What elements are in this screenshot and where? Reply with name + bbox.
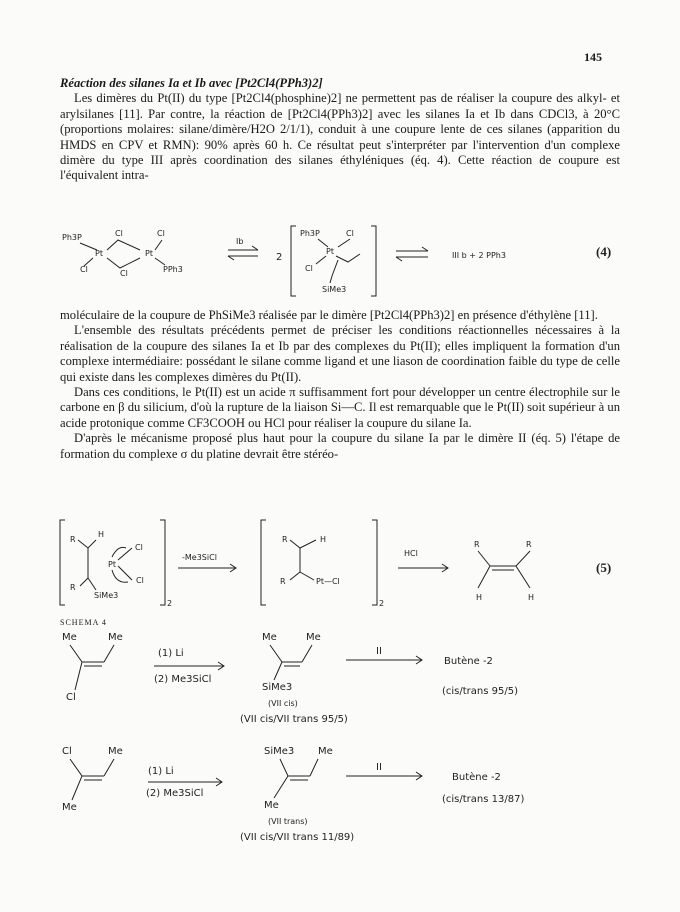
s4-r1-p-me-2: Me — [306, 632, 321, 643]
s4-bond — [310, 759, 318, 776]
eq5-product-h-1: H — [476, 593, 483, 602]
s4-r2-product: Butène -2 — [452, 772, 501, 783]
schema-label: SCHEMA 4 — [60, 618, 107, 627]
s4-bond — [270, 645, 282, 680]
eq5-reagent-2: HCl — [404, 549, 418, 558]
s4-bond — [302, 645, 312, 662]
s4-r1-roman: II — [376, 646, 382, 657]
s4-r2-roman: II — [376, 762, 382, 773]
eq5-product-r-2: R — [526, 540, 532, 549]
eq4-complex-cl-top: Cl — [346, 229, 354, 238]
eq5-cl-2: Cl — [136, 576, 144, 585]
s4-r2-me-1: Me — [108, 746, 123, 757]
s4-r2-p-me-1: Me — [318, 746, 333, 757]
s4-r2-me-2: Me — [62, 802, 77, 813]
eq5-r-1: R — [70, 535, 76, 544]
paragraph-5: D'après le mécanisme proposé plus haut pour la coupure du silane Ia par le dimère II (éq. 5) l'étape de formation du complexe σ du platine devrait être stéréo- — [60, 431, 620, 461]
eq5-h-2: H — [320, 535, 327, 544]
eq4-ph3p: Ph3P — [62, 233, 82, 242]
eq4-cl-top-2: Cl — [157, 229, 165, 238]
eq5-ptcl: Pt—Cl — [316, 577, 340, 586]
eq5-r-2: R — [70, 583, 76, 592]
eq4-pt-right: Pt — [145, 249, 153, 258]
s4-bond — [274, 759, 288, 798]
s4-r1-product-ratio: (cis/trans 95/5) — [442, 686, 519, 697]
eq4-coefficient: 2 — [276, 252, 283, 263]
eq5-h-1: H — [98, 530, 105, 539]
eq4-cl-top-1: Cl — [115, 229, 123, 238]
s4-r2-ratio: (VII cis/VII trans 11/89) — [240, 832, 355, 843]
eq5-subscript-1: 2 — [167, 599, 173, 608]
s4-r1-me-2: Me — [108, 632, 123, 643]
eq4-cl-bottom-2: Cl — [120, 269, 128, 278]
eq5-pt-1: Pt — [108, 560, 116, 569]
eq4-pt-left: Pt — [95, 249, 103, 258]
s4-bond — [104, 759, 114, 776]
eq5-sime3-1: SiMe3 — [94, 591, 119, 600]
eq4-complex-cl-left: Cl — [305, 264, 313, 273]
eq4-complex-ph3p: Ph3P — [300, 229, 320, 238]
s4-bond — [104, 645, 114, 662]
paragraph-4: Dans ces conditions, le Pt(II) est un acide π suffisamment fort pour développer un centre électrophile sur le carbone en β du silicium, d'où la rupture de la liaison Si—C. Il est remarquable que le Pt(II) soit supérieur à un acide protonique comme CF3COOH ou HCl pour réaliser la coupure du silane Ia. — [60, 385, 620, 430]
s4-r1-name: (VII cis) — [268, 699, 298, 708]
eq5-subscript-2: 2 — [379, 599, 385, 608]
s4-r2-name: (VII trans) — [268, 817, 308, 826]
s4-r2-step-1: (1) Li — [148, 766, 174, 777]
page-number: 145 — [584, 50, 602, 64]
eq4-cl-bottom-1: Cl — [80, 265, 88, 274]
section-title: Réaction des silanes Ia et Ib avec [Pt2Cl4(PPh3)2] — [60, 76, 323, 90]
eq5-r-3: R — [282, 535, 288, 544]
s4-bond — [70, 759, 82, 800]
eq4-pph3: PPh3 — [163, 265, 183, 274]
paragraph-1: Les dimères du Pt(II) du type [Pt2Cl4(phosphine)2] ne permettent pas de réaliser la coupure des alkyl- et arylsilanes [11]. Par contre, la réaction de [Pt2Cl4(PPh3)2] avec les silanes Ia et Ib dans CDCl3, à 20°C (proportions molaires: silane/dimère/H2O 2/1/1), conduit à une coupure lente de ces silanes (apparition du HMDS en CPV et RMN): 90% après 60 h. Ce résultat peut s'interpréter par l'intervention d'un complexe dimère du type III après coordination des silanes éthyléniques (éq. 4). Cette réaction de coupure est l'équivalent intra- — [60, 91, 620, 183]
s4-r1-step-2: (2) Me3SiCl — [154, 674, 212, 685]
s4-r1-p-me-1: Me — [262, 632, 277, 643]
paragraph-2: moléculaire de la coupure de PhSiMe3 réalisée par le dimère [Pt2Cl4(PPh3)2] en présence d'éthylène [11]. — [60, 308, 598, 322]
s4-bond — [70, 645, 82, 690]
eq5-r-4: R — [280, 577, 286, 586]
s4-r1-product: Butène -2 — [444, 656, 493, 667]
s4-r1-ratio: (VII cis/VII trans 95/5) — [240, 714, 348, 725]
eq4-complex-sime3: SiMe3 — [322, 285, 347, 294]
eq5-product-h-2: H — [528, 593, 535, 602]
eq5-product-r-1: R — [474, 540, 480, 549]
s4-r1-sime3: SiMe3 — [262, 682, 293, 693]
eq4-products: III b + 2 PPh3 — [452, 251, 506, 260]
eq4-complex-pt: Pt — [326, 247, 334, 256]
s4-r2-step-2: (2) Me3SiCl — [146, 788, 204, 799]
s4-r1-step-1: (1) Li — [158, 648, 184, 659]
s4-r2-sime3: SiMe3 — [264, 746, 295, 757]
s4-r1-cl: Cl — [66, 692, 76, 703]
eq5-reagent-1: -Me3SiCl — [182, 553, 217, 562]
paragraph-3: L'ensemble des résultats précédents permet de préciser les conditions réactionnelles nécessaires à la réalisation de la coupure des silanes Ia et Ib par des complexes du Pt(II); elles impliquent la formation d'un complexe intermédiaire: possédant le silane comme ligand et une liason de coordination faible du type de celle qui existe dans les complexes dimères du Pt(II). — [60, 323, 620, 384]
s4-r1-me-1: Me — [62, 632, 77, 643]
eq5-cl-1: Cl — [135, 543, 143, 552]
eq4-number: (4) — [596, 244, 612, 259]
s4-r2-product-ratio: (cis/trans 13/87) — [442, 794, 525, 805]
s4-r2-cl: Cl — [62, 746, 72, 757]
eq4-reagent: Ib — [236, 237, 244, 246]
s4-r2-p-me-2: Me — [264, 800, 279, 811]
eq5-number: (5) — [596, 560, 612, 575]
